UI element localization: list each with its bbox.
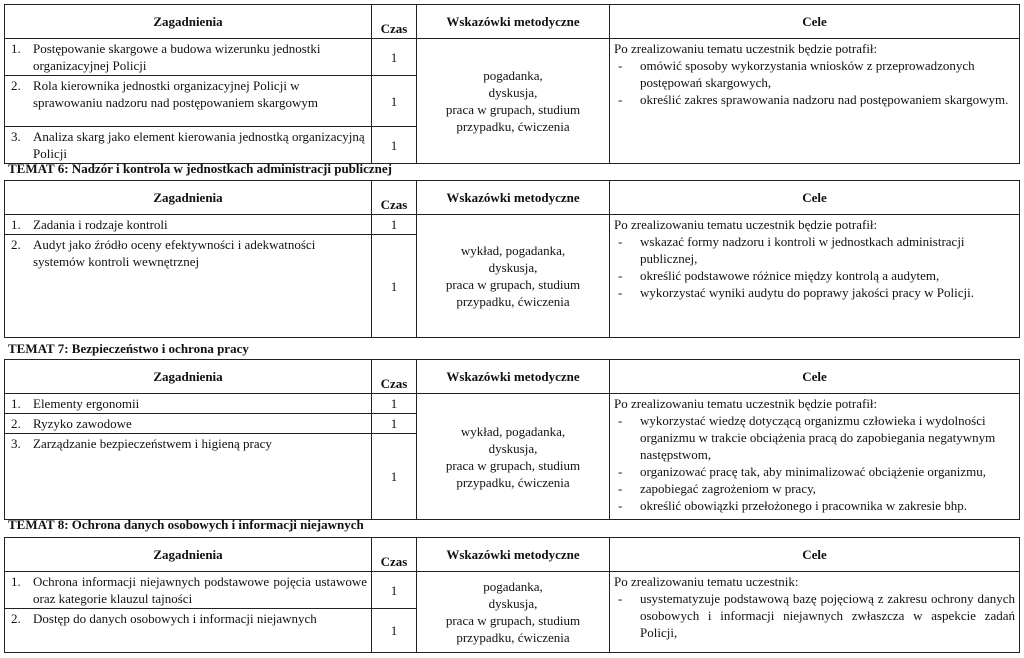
table-row: 2. Rola kierownika jednostki organizacyjnej Policji w sprawowaniu nadzoru nad postępowaniem skargowym xyxy=(5,76,372,127)
goals-cell: Po zrealizowaniu tematu uczestnik będzie potrafił: - wykorzystać wiedzę dotyczącą organizmu człowieka i wydolności organizmu w trakcie obciążenia pracą do zapobiegania negatywnym następstwom, - organizować pracę tak, aby minimalizować obciążenie organizmu, - zapobiegać zagrożeniom w pracy, - określić obowiązki przełożonego i pracownika w zakresie bhp. xyxy=(610,394,1020,520)
table-row: 3. Analiza skarg jako element kierowania jednostką organizacyjną Policji xyxy=(5,127,372,164)
time-cell: 1 xyxy=(372,434,417,520)
table-row: 1. Ochrona informacji niejawnych podstawowe pojęcia ustawowe oraz kategorie klauzul tajności xyxy=(5,572,372,609)
goal-item: - określić obowiązki przełożonego i pracownika w zakresie bhp. xyxy=(614,497,1015,514)
topic8-title: TEMAT 8: Ochrona danych osobowych i informacji niejawnych xyxy=(8,517,364,532)
header-zagadnienia: Zagadnienia xyxy=(5,181,372,215)
table-row: 2. Dostęp do danych osobowych i informacji niejawnych xyxy=(5,609,372,653)
header-cele: Cele xyxy=(610,5,1020,39)
goals-cell: Po zrealizowaniu tematu uczestnik będzie potrafił: - omówić sposoby wykorzystania wniosków z przeprowadzonych postępowań skargowych, - określić zakres sprawowania nadzoru nad postępowaniem skargowym. xyxy=(610,39,1020,164)
topic7-title: TEMAT 7: Bezpieczeństwo i ochrona pracy xyxy=(8,341,249,356)
header-czas: Czas xyxy=(372,181,417,215)
topic8-table xyxy=(4,537,1020,653)
goal-item: - wykorzystać wyniki audytu do poprawy jakości pracy w Policji. xyxy=(614,284,1015,301)
topic7-table xyxy=(4,359,1020,520)
table-row: 1. Postępowanie skargowe a budowa wizerunku jednostki organizacyjnej Policji xyxy=(5,39,372,76)
goal-item: - określić zakres sprawowania nadzoru nad postępowaniem skargowym. xyxy=(614,91,1015,108)
header-cele: Cele xyxy=(610,360,1020,394)
topic6-table xyxy=(4,180,1020,338)
topic6-title: TEMAT 6: Nadzór i kontrola w jednostkach administracji publicznej xyxy=(8,161,393,176)
table-row: 3. Zarządzanie bezpieczeństwem i higieną pracy xyxy=(5,434,372,520)
header-wskazowki: Wskazówki metodyczne xyxy=(417,181,610,215)
time-cell: 1 xyxy=(372,609,417,653)
header-cele: Cele xyxy=(610,538,1020,572)
method-cell: pogadanka, dyskusja, praca w grupach, studium przypadku, ćwiczenia xyxy=(417,39,610,164)
header-cele: Cele xyxy=(610,181,1020,215)
header-wskazowki: Wskazówki metodyczne xyxy=(417,5,610,39)
method-cell: wykład, pogadanka, dyskusja, praca w grupach, studium przypadku, ćwiczenia xyxy=(417,394,610,520)
goal-item: - określić podstawowe różnice między kontrolą a audytem, xyxy=(614,267,1015,284)
goal-item: - omówić sposoby wykorzystania wniosków z przeprowadzonych postępowań skargowych, xyxy=(614,57,1015,91)
table-row: 1. Elementy ergonomii xyxy=(5,394,372,414)
header-czas: Czas xyxy=(372,360,417,394)
header-czas: Czas xyxy=(372,5,417,39)
header-wskazowki: Wskazówki metodyczne xyxy=(417,360,610,394)
header-czas: Czas xyxy=(372,538,417,572)
method-cell: pogadanka, dyskusja, praca w grupach, studium przypadku, ćwiczenia xyxy=(417,572,610,653)
header-zagadnienia: Zagadnienia xyxy=(5,5,372,39)
time-cell: 1 xyxy=(372,127,417,164)
goals-cell: Po zrealizowaniu tematu uczestnik będzie potrafił: - wskazać formy nadzoru i kontroli w jednostkach administracji publicznej, - określić podstawowe różnice między kontrolą a audytem, - wykorzystać wyniki audytu do poprawy jakości pracy w Policji. xyxy=(610,215,1020,338)
method-cell: wykład, pogadanka, dyskusja, praca w grupach, studium przypadku, ćwiczenia xyxy=(417,215,610,338)
header-wskazowki: Wskazówki metodyczne xyxy=(417,538,610,572)
goal-item: - usystematyzuje podstawową bazę pojęciową z zakresu ochrony danych osobowych i informacji niejawnych zwłaszcza w aspekcie zadań Policji, xyxy=(614,590,1015,641)
time-cell: 1 xyxy=(372,414,417,434)
time-cell: 1 xyxy=(372,394,417,414)
goal-item: - wykorzystać wiedzę dotyczącą organizmu człowieka i wydolności organizmu w trakcie obciążenia pracą do zapobiegania negatywnym następstwom, xyxy=(614,412,1015,463)
time-cell: 1 xyxy=(372,572,417,609)
table-row: 1. Zadania i rodzaje kontroli xyxy=(5,215,372,235)
time-cell: 1 xyxy=(372,76,417,127)
goal-item: - zapobiegać zagrożeniom w pracy, xyxy=(614,480,1015,497)
goals-cell: Po zrealizowaniu tematu uczestnik: - usystematyzuje podstawową bazę pojęciową z zakresu ochrony danych osobowych i informacji niejawnych zwłaszcza w aspekcie zadań Policji, xyxy=(610,572,1020,653)
goal-item: - wskazać formy nadzoru i kontroli w jednostkach administracji publicznej, xyxy=(614,233,1015,267)
table-row: 2. Ryzyko zawodowe xyxy=(5,414,372,434)
topic5-table xyxy=(4,4,1020,164)
time-cell: 1 xyxy=(372,235,417,338)
table-row: 2. Audyt jako źródło oceny efektywności i adekwatności systemów kontroli wewnętrznej xyxy=(5,235,372,338)
header-zagadnienia: Zagadnienia xyxy=(5,538,372,572)
goal-item: - organizować pracę tak, aby minimalizować obciążenie organizmu, xyxy=(614,463,1015,480)
time-cell: 1 xyxy=(372,39,417,76)
header-zagadnienia: Zagadnienia xyxy=(5,360,372,394)
time-cell: 1 xyxy=(372,215,417,235)
